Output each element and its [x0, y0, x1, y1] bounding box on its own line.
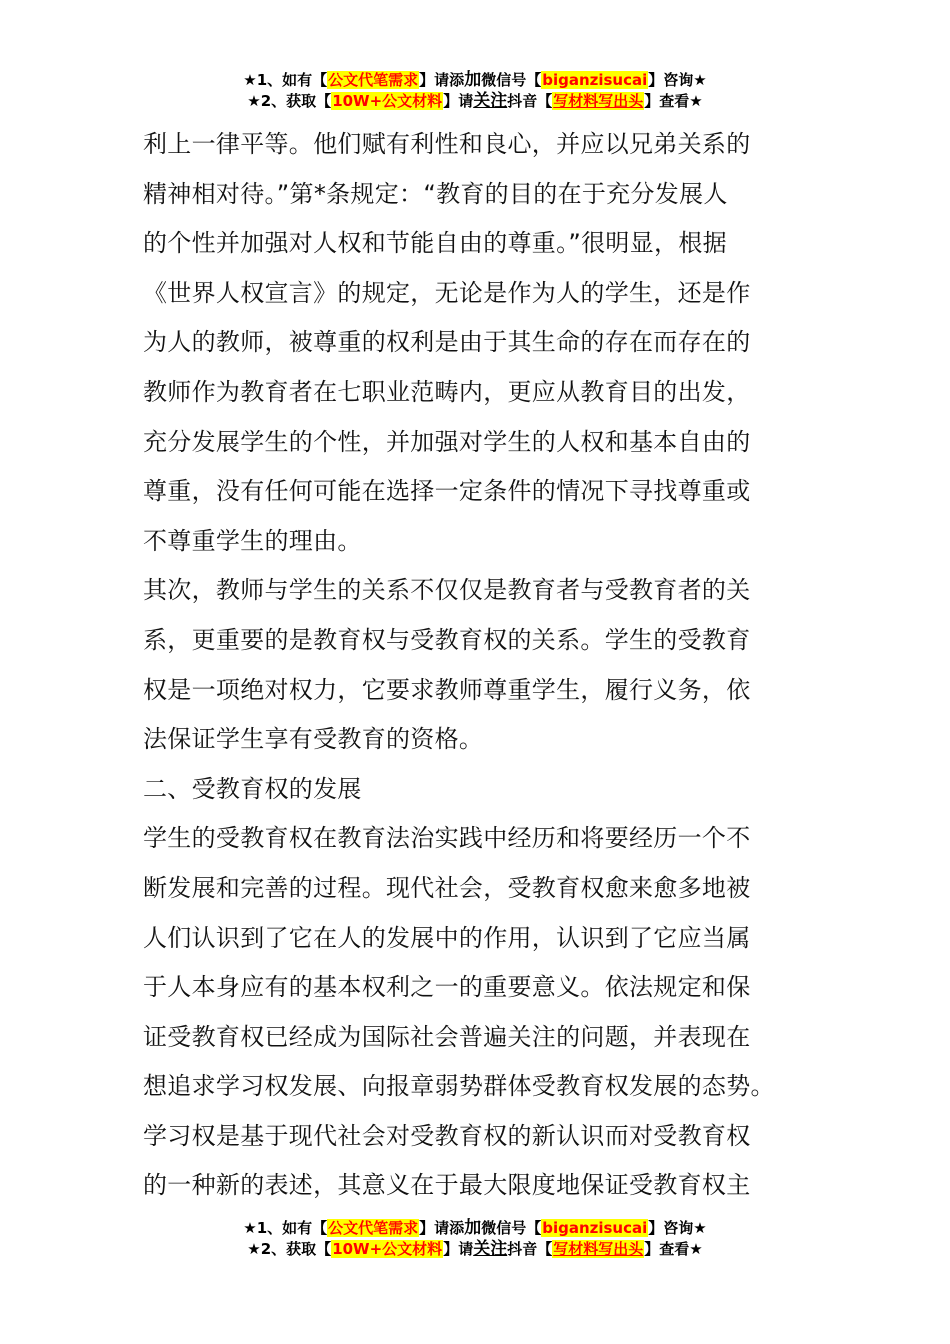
footer-banner: [0, 1218, 950, 1260]
footer-highlight-service: 公文代笔需求: [328, 1219, 419, 1237]
header-line-1-suffix: 】咨询★: [648, 71, 707, 89]
footer-line-2-prefix: 2、获取【: [260, 1240, 332, 1258]
header-highlight-douyin: 写材料写出头: [553, 92, 644, 110]
body-line: 人们认识到了它在人的发展中的作用，认识到了它应当属: [143, 923, 751, 952]
header-line-1-mid: 】请添: [419, 71, 465, 89]
footer-line-2-suffix: 】查看★: [644, 1240, 703, 1258]
body-line: 的个性并加强对人权和节能自由的尊重。”很明显，根据: [143, 229, 727, 258]
body-line: 权是一项绝对权力，它要求教师尊重学生，履行义务，依: [143, 675, 751, 704]
header-line-2-mid2: 抖音【: [507, 92, 553, 110]
body-line: 学生的受教育权在教育法治实践中经历和将要经历一个不: [143, 824, 751, 853]
body-line: 想追求学习权发展、向报章弱势群体受教育权发展的态势。: [143, 1072, 775, 1101]
body-line: 其次，教师与学生的关系不仅仅是教育者与受教育者的关: [143, 576, 751, 605]
star-icon: ★: [247, 1240, 261, 1258]
body-line: 学习权是基于现代社会对受教育权的新认识而对受教育权: [143, 1121, 751, 1150]
header-line-1-mid2: 微信号【: [481, 71, 542, 89]
body-line: 《世界人权宣言》的规定，无论是作为人的学生，还是作: [143, 278, 751, 307]
body-line: 不尊重学生的理由。: [143, 526, 362, 555]
footer-line-1-prefix: 1、如有【: [256, 1219, 328, 1237]
body-line: 充分发展学生的个性，并加强对学生的人权和基本自由的: [143, 427, 751, 456]
body-line: 断发展和完善的过程。现代社会，受教育权愈来愈多地被: [143, 873, 751, 902]
body-line: 证受教育权已经成为国际社会普遍关注的问题，并表现在: [143, 1022, 751, 1051]
section-heading: 二、受教育权的发展: [143, 774, 362, 803]
header-banner: [0, 70, 950, 112]
header-line-1: [0, 70, 950, 91]
body-line: 利上一律平等。他们赋有利性和良心，并应以兄弟关系的: [143, 130, 751, 158]
document-body: [143, 120, 807, 1211]
star-icon: ★: [243, 1219, 257, 1237]
footer-line-1-mid2: 微信号【: [481, 1219, 542, 1237]
footer-highlight-wechat: biganzisucai: [542, 1219, 648, 1237]
header-highlight-wechat: biganzisucai: [542, 71, 648, 89]
body-line: 尊重，没有任何可能在选择一定条件的情况下寻找尊重或: [143, 477, 751, 506]
footer-line-1-mid: 】请添: [419, 1219, 465, 1237]
footer-line-1-suffix: 】咨询★: [648, 1219, 707, 1237]
body-line: 法保证学生享有受教育的资格。: [143, 725, 484, 754]
header-line-2-suffix: 】查看★: [644, 92, 703, 110]
body-line: 的一种新的表述，其意义在于最大限度地保证受教育权主: [143, 1171, 751, 1200]
header-highlight-materials: 10W+公文材料: [332, 92, 443, 110]
footer-line-1: [0, 1218, 950, 1239]
footer-highlight-douyin: 写材料写出头: [553, 1240, 644, 1258]
footer-line-2-mid: 】请: [443, 1240, 474, 1258]
body-line: 教师作为教育者在七职业范畴内，更应从教育目的出发，: [143, 377, 751, 406]
footer-highlight-materials: 10W+公文材料: [332, 1240, 443, 1258]
header-line-1-emphasis: 加: [464, 70, 482, 90]
header-line-2-mid: 】请: [443, 92, 474, 110]
header-line-1-prefix: 1、如有【: [256, 71, 328, 89]
footer-line-2-emphasis: 关注: [473, 1239, 508, 1259]
star-icon: ★: [247, 92, 261, 110]
body-line: 于人本身应有的基本权利之一的重要意义。依法规定和保: [143, 973, 751, 1002]
body-line: 精神相对待。”第*条规定：“教育的目的在于充分发展人: [143, 179, 728, 208]
header-line-2-emphasis: 关注: [473, 91, 508, 111]
header-line-2-prefix: 2、获取【: [260, 92, 332, 110]
body-line: 系，更重要的是教育权与受教育权的关系。学生的受教育: [143, 625, 751, 654]
header-line-2: [0, 91, 950, 112]
header-highlight-service: 公文代笔需求: [328, 71, 419, 89]
footer-line-2-mid2: 抖音【: [507, 1240, 553, 1258]
footer-line-1-emphasis: 加: [464, 1218, 482, 1238]
footer-line-2: [0, 1239, 950, 1260]
body-line: 为人的教师，被尊重的权利是由于其生命的存在而存在的: [143, 328, 751, 357]
star-icon: ★: [243, 71, 257, 89]
